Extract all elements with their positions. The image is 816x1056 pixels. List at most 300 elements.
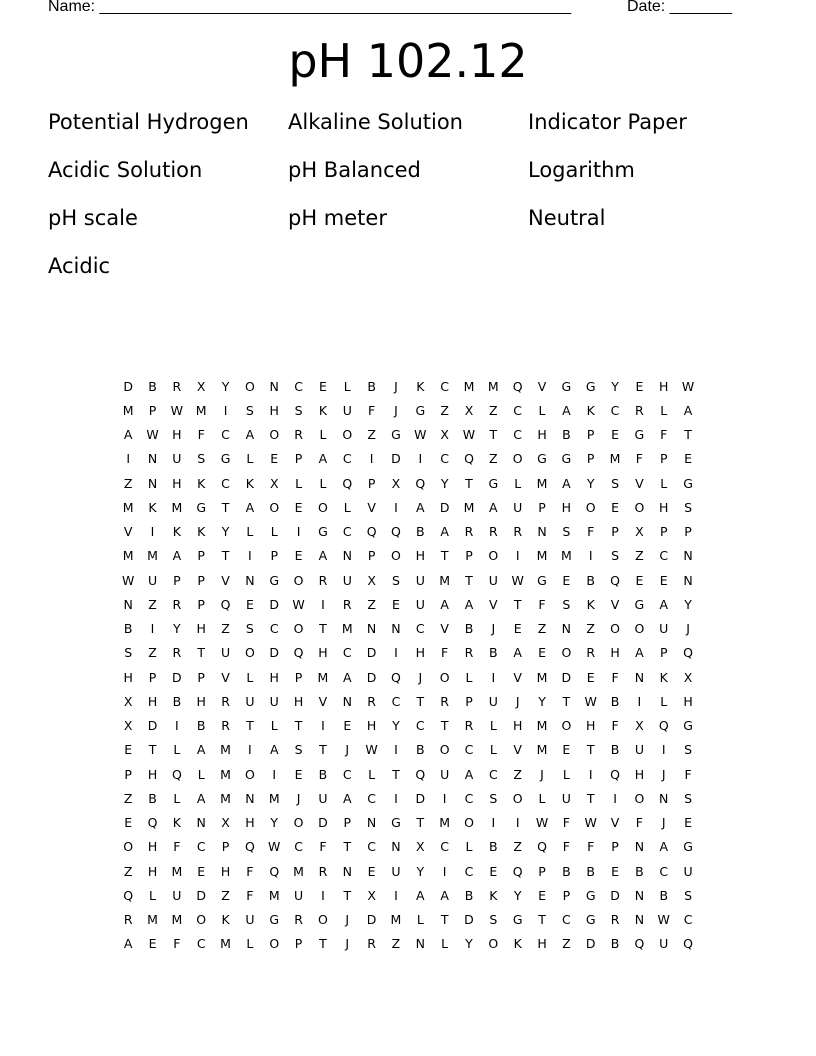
grid-cell: H [512,718,523,734]
grid-cell: B [562,427,571,443]
grid-cell: N [415,936,425,952]
grid-cell: T [489,427,498,443]
grid-cell: R [635,402,644,418]
grid-cell: N [537,524,547,540]
grid-cell: L [270,718,278,734]
grid-cell: E [635,572,644,588]
grid-cell: D [172,669,182,685]
grid-cell: U [147,572,158,588]
grid-cell: S [489,790,498,806]
grid-cell: C [464,863,474,879]
grid-cell: P [659,451,668,467]
word-item: pH meter [288,206,387,230]
grid-cell: F [660,427,668,443]
grid-cell: F [246,887,254,903]
grid-cell: Z [367,427,376,443]
grid-cell: H [269,669,279,685]
grid-cell: U [513,499,523,515]
grid-cell: A [659,839,669,855]
grid-cell: A [342,669,352,685]
grid-cell: M [171,499,183,515]
grid-cell: N [366,815,377,831]
grid-cell: R [488,524,498,540]
grid-cell: N [634,669,645,685]
grid-cell: Q [366,524,377,540]
grid-cell: T [221,548,230,564]
word-item: pH Balanced [288,158,421,182]
grid-cell: T [562,693,571,709]
grid-cell: T [319,936,327,952]
grid-cell: I [296,524,301,540]
grid-cell: E [586,669,595,685]
grid-cell: R [123,912,133,928]
grid-cell: B [464,887,474,903]
grid-cell: A [342,790,352,806]
grid-cell: O [342,427,353,443]
grid-cell: L [246,669,254,685]
grid-cell: S [391,572,400,588]
grid-cell: A [635,645,644,661]
grid-cell: G [561,451,572,467]
grid-cell: Y [586,475,595,491]
grid-cell: H [196,621,206,637]
grid-cell: P [367,475,376,491]
grid-cell: I [321,596,325,612]
grid-cell: O [269,427,280,443]
grid-cell: E [294,499,303,515]
grid-cell: K [586,402,595,418]
grid-cell: N [269,378,279,394]
grid-cell: I [588,766,593,782]
grid-cell: M [147,548,158,564]
grid-cell: L [538,402,546,418]
grid-cell: U [172,887,182,903]
grid-cell: M [487,378,499,394]
grid-cell: M [609,451,621,467]
grid-cell: E [611,427,619,443]
grid-cell: T [343,887,352,903]
grid-cell: G [585,912,596,928]
grid-cell: X [367,887,376,903]
grid-cell: U [245,912,255,928]
grid-cell: R [172,645,182,661]
grid-cell: C [659,548,669,564]
grid-cell: F [197,427,205,443]
grid-cell: I [491,815,496,831]
grid-cell: R [440,693,449,709]
grid-cell: P [367,548,376,564]
grid-cell: S [684,742,693,758]
grid-cell: K [659,669,668,685]
grid-cell: A [489,499,498,515]
grid-cell: T [465,475,473,491]
grid-cell: L [660,402,668,418]
grid-cell: E [294,548,303,564]
grid-cell: W [657,912,670,928]
grid-cell: H [147,693,158,709]
grid-cell: A [196,742,206,758]
grid-cell: Z [123,475,133,491]
grid-cell: D [464,912,474,928]
grid-cell: Q [415,766,426,782]
grid-cell: T [392,766,400,782]
grid-cell: P [294,451,303,467]
grid-cell: W [292,596,305,612]
grid-cell: O [244,766,255,782]
grid-cell: A [123,936,133,952]
grid-cell: W [584,815,597,831]
grid-cell: K [416,378,425,394]
grid-cell: S [294,402,303,418]
grid-cell: Z [489,451,498,467]
grid-cell: P [197,548,205,564]
grid-cell: V [489,596,498,612]
grid-cell: O [123,839,134,855]
grid-cell: O [244,645,255,661]
grid-cell: M [122,402,134,418]
grid-cell: X [440,427,449,443]
grid-cell: G [683,718,693,734]
grid-cell: Q [537,839,547,855]
grid-cell: R [342,596,352,612]
grid-cell: E [197,863,206,879]
grid-cell: E [489,863,498,879]
grid-cell: O [439,742,450,758]
grid-cell: S [611,475,620,491]
grid-cell: H [537,427,547,443]
grid-cell: E [148,936,157,952]
grid-cell: U [391,863,401,879]
grid-cell: P [586,451,595,467]
grid-cell: O [561,645,572,661]
grid-cell: I [369,451,374,467]
grid-cell: Q [220,596,231,612]
grid-cell: N [683,572,693,588]
grid-cell: P [197,572,205,588]
grid-cell: F [587,839,595,855]
grid-cell: G [196,499,207,515]
grid-cell: L [149,887,156,903]
grid-cell: G [561,378,572,394]
grid-cell: P [465,548,473,564]
grid-cell: T [319,621,327,637]
grid-cell: Q [269,863,280,879]
grid-cell: A [683,402,693,418]
grid-cell: W [268,839,281,855]
grid-cell: H [415,645,425,661]
grid-cell: F [441,645,449,661]
grid-cell: G [634,596,645,612]
grid-cell: U [342,572,352,588]
grid-cell: Y [270,815,279,831]
grid-cell: Z [221,621,230,637]
grid-cell: R [367,693,376,709]
grid-cell: R [318,863,328,879]
grid-cell: E [270,451,279,467]
grid-cell: D [318,815,328,831]
grid-cell: B [148,378,157,394]
grid-cell: O [610,621,620,637]
grid-cell: W [535,815,549,831]
grid-cell: M [390,912,402,928]
grid-cell: E [562,572,571,588]
grid-cell: D [269,645,280,661]
grid-cell: M [536,475,548,491]
grid-cell: L [319,475,327,491]
word-list [48,110,788,302]
grid-cell: Y [416,863,425,879]
grid-cell: M [536,548,548,564]
grid-cell: W [681,378,695,394]
grid-cell: L [514,475,522,491]
grid-cell: V [513,669,522,685]
grid-cell: N [147,451,158,467]
grid-cell: L [562,766,570,782]
grid-cell: H [269,402,279,418]
word-item: Potential Hydrogen [48,110,249,134]
grid-cell: Z [391,936,401,952]
grid-cell: S [684,887,693,903]
grid-cell: R [318,572,328,588]
grid-cell: A [269,742,279,758]
grid-cell: L [246,451,254,467]
grid-cell: O [634,790,645,806]
grid-cell: D [366,645,377,661]
grid-cell: E [343,718,352,734]
grid-cell: I [321,718,325,734]
grid-cell: Z [148,596,157,612]
grid-cell: H [318,645,328,661]
grid-cell: C [440,451,449,467]
grid-cell: H [659,378,669,394]
grid-cell: S [562,524,571,540]
grid-cell: J [661,815,666,831]
grid-cell: H [123,669,133,685]
grid-cell: O [488,548,499,564]
grid-cell: A [464,766,474,782]
grid-cell: A [440,524,449,540]
grid-cell: P [270,548,278,564]
grid-cell: C [464,790,474,806]
grid-cell: M [560,548,572,564]
grid-cell: G [318,524,328,540]
grid-cell: U [634,742,644,758]
grid-cell: X [635,524,644,540]
grid-cell: T [586,742,595,758]
grid-cell: T [440,718,449,734]
grid-cell: H [147,766,158,782]
grid-cell: O [634,621,645,637]
grid-cell: U [415,572,425,588]
grid-cell: E [245,596,254,612]
grid-cell: B [659,887,669,903]
grid-cell: A [196,790,206,806]
grid-cell: B [635,863,644,879]
grid-cell: K [221,912,230,928]
grid-cell: B [610,742,620,758]
grid-cell: H [196,693,206,709]
grid-cell: Z [513,839,522,855]
grid-cell: I [394,742,398,758]
grid-cell: N [245,790,255,806]
grid-cell: B [123,621,133,637]
grid-cell: L [489,742,497,758]
grid-cell: A [513,645,522,661]
grid-cell: U [561,790,571,806]
grid-cell: V [440,621,449,637]
grid-cell: F [587,524,595,540]
grid-cell: Q [244,839,255,855]
grid-cell: E [635,378,644,394]
grid-cell: O [318,912,328,928]
grid-cell: D [123,378,133,394]
grid-cell: L [343,378,351,394]
grid-cell: B [416,524,425,540]
word-item: Acidic [48,254,111,278]
grid-cell: O [318,499,328,515]
grid-cell: Q [464,451,474,467]
grid-cell: C [513,402,523,418]
grid-cell: U [220,645,231,661]
grid-cell: R [513,524,523,540]
grid-cell: L [270,524,278,540]
grid-cell: X [196,378,206,394]
grid-cell: R [586,645,596,661]
grid-cell: B [489,645,498,661]
grid-cell: G [683,839,693,855]
grid-cell: Y [538,693,546,709]
grid-cell: Q [391,669,401,685]
grid-cell: O [585,499,596,515]
grid-cell: U [245,693,255,709]
grid-cell: T [513,596,522,612]
grid-cell: X [391,475,401,491]
grid-cell: M [536,718,548,734]
grid-cell: I [637,693,642,709]
grid-cell: L [538,790,546,806]
grid-cell: C [342,451,352,467]
grid-cell: I [661,742,666,758]
grid-cell: E [538,887,546,903]
grid-cell: X [123,718,133,734]
grid-cell: N [391,621,401,637]
grid-cell: C [683,912,693,928]
grid-cell: H [147,863,158,879]
grid-cell: I [442,863,447,879]
grid-cell: I [272,766,277,782]
grid-cell: V [367,499,376,515]
grid-cell: K [197,475,206,491]
grid-cell: Z [367,596,376,612]
grid-cell: I [515,548,520,564]
grid-cell: T [221,499,230,515]
grid-cell: F [635,815,643,831]
grid-cell: M [439,815,451,831]
grid-cell: B [367,378,376,394]
grid-cell: H [415,548,425,564]
grid-cell: D [147,718,158,734]
grid-cell: C [415,621,425,637]
grid-cell: P [148,402,157,418]
grid-cell: W [146,427,159,443]
grid-cell: T [197,645,206,661]
grid-cell: X [683,669,693,685]
grid-cell: S [684,790,693,806]
grid-cell: B [586,572,595,588]
grid-cell: R [294,427,303,443]
grid-cell: S [124,645,133,661]
grid-cell: M [463,499,475,515]
grid-cell: X [269,475,279,491]
grid-cell: J [345,912,350,928]
grid-cell: N [147,475,158,491]
grid-cell: O [293,621,304,637]
grid-cell: G [488,475,499,491]
grid-cell: J [394,402,398,418]
grid-cell: C [221,427,230,443]
grid-cell: I [394,887,398,903]
word-search-grid [116,374,700,956]
grid-cell: C [342,766,352,782]
grid-cell: J [345,936,350,952]
grid-cell: E [367,863,376,879]
grid-cell: H [366,718,377,734]
grid-cell: Y [440,475,449,491]
grid-cell: V [123,524,133,540]
grid-cell: P [684,524,692,540]
grid-cell: J [661,766,666,782]
word-item: Indicator Paper [528,110,687,134]
grid-cell: C [221,475,230,491]
grid-cell: Q [512,378,523,394]
grid-cell: D [439,499,450,515]
grid-cell: H [659,499,669,515]
grid-cell: D [391,451,401,467]
grid-cell: K [148,499,157,515]
grid-cell: W [121,572,135,588]
grid-cell: D [561,669,572,685]
grid-cell: L [368,766,376,782]
grid-cell: N [634,912,645,928]
grid-cell: Q [683,936,693,952]
grid-cell: U [488,693,498,709]
grid-cell: L [173,790,181,806]
grid-cell: W [414,427,427,443]
grid-cell: M [195,402,207,418]
grid-cell: T [416,693,425,709]
grid-cell: H [220,863,231,879]
grid-cell: F [319,839,327,855]
grid-cell: H [147,839,158,855]
grid-cell: R [464,645,474,661]
grid-cell: G [269,572,280,588]
grid-cell: P [586,427,595,443]
grid-cell: F [562,839,570,855]
grid-cell: M [220,936,231,952]
grid-cell: L [197,766,205,782]
grid-cell: K [489,887,498,903]
grid-cell: V [537,378,547,394]
grid-cell: G [683,475,693,491]
grid-cell: U [269,693,279,709]
grid-cell: T [684,427,692,443]
grid-cell: I [150,524,155,540]
grid-cell: I [223,402,228,418]
grid-cell: M [536,742,548,758]
grid-cell: E [562,742,571,758]
grid-cell: C [513,427,523,443]
grid-cell: C [269,621,279,637]
